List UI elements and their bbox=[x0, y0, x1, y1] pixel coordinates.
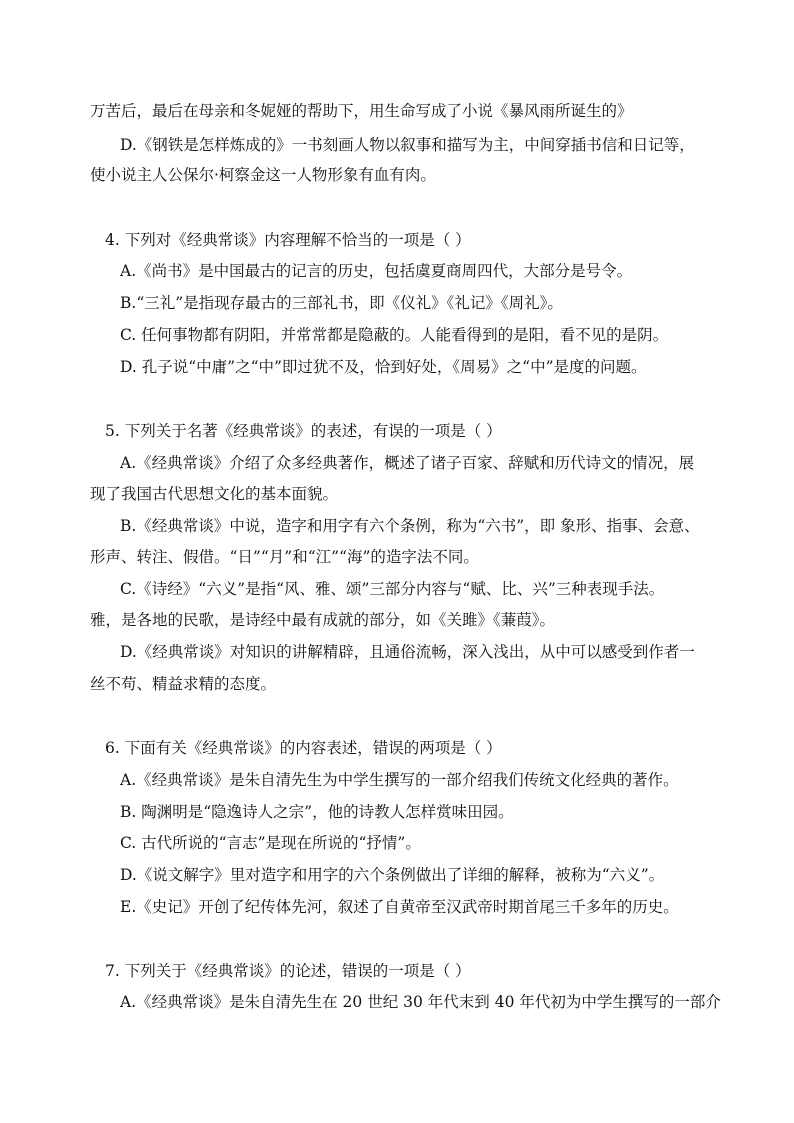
text-line: 现了我国古代思想文化的基本面貌。 bbox=[90, 485, 339, 503]
text-line: C.《诗经》“六义”是指“风、雅、颂”三部分内容与“赋、比、兴”三种表现手法。 bbox=[120, 580, 665, 598]
text-line: 7. 下列关于《经典常谈》的论述，错误的一项是（ ） bbox=[105, 962, 471, 980]
text-line: 使小说主人公保尔·柯察金这一人物形象有血有肉。 bbox=[90, 166, 436, 184]
text-line: D.《经典常谈》对知识的讲解精辟，且通俗流畅，深入浅出，从中可以感受到作者一 bbox=[120, 643, 695, 661]
text-line: 形声、转注、假借。“日”“月”和“江”“海”的造字法不同。 bbox=[90, 548, 479, 566]
text-line: B.《经典常谈》中说，造字和用字有六个条例，称为“六书”，即 象形、指事、会意、 bbox=[120, 517, 700, 535]
text-line: A.《经典常谈》是朱自清先生为中学生撰写的一部介绍我们传统文化经典的著作。 bbox=[120, 771, 679, 789]
text-line: C. 任何事物都有阴阳，并常常都是隐蔽的。人能看得到的是阳，看不见的是阴。 bbox=[120, 326, 669, 344]
text-line: C. 古代所说的“言志”是现在所说的“抒情”。 bbox=[120, 834, 421, 852]
text-line: B.“三礼”是指现存最古的三部礼书，即《仪礼》《礼记》《周礼》。 bbox=[120, 294, 563, 312]
text-line: 5. 下列关于名著《经典常谈》的表述，有误的一项是（ ） bbox=[105, 422, 502, 440]
text-line: 4. 下列对《经典常谈》内容理解不恰当的一项是（ ） bbox=[105, 231, 471, 249]
text-line: D.《钢铁是怎样炼成的》一书刻画人物以叙事和描写为主，中间穿插书信和日记等， bbox=[120, 136, 695, 154]
text-line: A.《尚书》是中国最古的记言的历史，包括虞夏商周四代，大部分是号令。 bbox=[120, 262, 633, 280]
text-line: B. 陶渊明是“隐逸诗人之宗”，他的诗教人怎样赏味田园。 bbox=[120, 803, 514, 821]
text-line: A.《经典常谈》介绍了众多经典著作，概述了诸子百家、辞赋和历代诗文的情况，展 bbox=[120, 454, 695, 472]
text-line: A.《经典常谈》是朱自清先生在 20 世纪 30 年代末到 40 年代初为中学生撰写的一部介 bbox=[120, 993, 721, 1011]
text-line: E.《史记》开创了纪传体先河，叙述了自黄帝至汉武帝时期首尾三千多年的历史。 bbox=[120, 898, 679, 916]
text-line: D. 孔子说“中庸”之“中”即过犹不及，恰到好处，《周易》之“中”是度的问题。 bbox=[120, 358, 647, 376]
text-line: D.《说文解字》里对造字和用字的六个条例做出了详细的解释，被称为“六义”。 bbox=[120, 866, 665, 884]
text-line: 万苦后，最后在母亲和冬妮娅的帮助下，用生命写成了小说《暴风雨所诞生的》 bbox=[90, 102, 633, 120]
text-line: 6. 下面有关《经典常谈》的内容表述，错误的两项是（ ） bbox=[105, 739, 502, 757]
text-line: 雅，是各地的民歌，是诗经中最有成就的部分，如《关雎》《蒹葭》。 bbox=[90, 611, 556, 629]
text-line: 丝不苟、精益求精的态度。 bbox=[90, 675, 277, 693]
